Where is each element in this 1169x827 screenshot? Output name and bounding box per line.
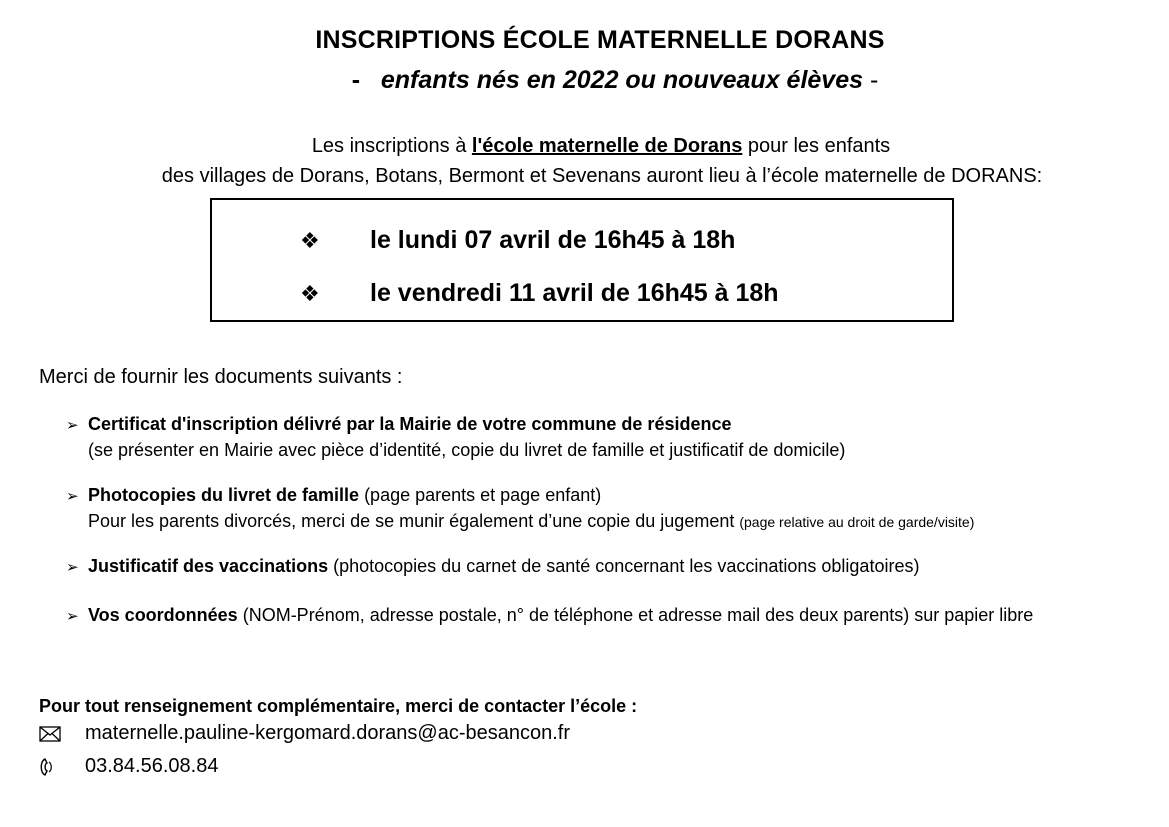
subtitle-dash-end: - xyxy=(869,66,879,94)
document-item xyxy=(66,483,974,534)
diamond-bullet-icon: ❖ xyxy=(300,227,320,253)
document-item-title: Justificatif des vaccinations xyxy=(88,556,329,576)
document-item-title: Photocopies du livret de famille xyxy=(88,485,360,505)
envelope-icon xyxy=(39,726,85,742)
intro-text-before: Les inscriptions à xyxy=(311,135,472,157)
arrow-bullet-icon: ➢ xyxy=(66,559,79,576)
document-item-detail: Pour les parents divorcés, merci de se munir également d’une copie du jugement xyxy=(88,511,740,531)
dates-box xyxy=(210,198,954,322)
document-item-title: Certificat d'inscription délivré par la Mairie de votre commune de résidence xyxy=(88,414,732,434)
document-item xyxy=(66,412,845,462)
intro-text-after: pour les enfants xyxy=(742,135,891,157)
contact-email[interactable]: maternelle.pauline-kergomard.dorans@ac-besancon.fr xyxy=(85,722,570,744)
diamond-bullet-icon: ❖ xyxy=(300,280,320,306)
arrow-bullet-icon: ➢ xyxy=(66,417,79,434)
subtitle-dash: - xyxy=(351,66,361,94)
arrow-bullet-icon: ➢ xyxy=(66,608,79,625)
page-title: INSCRIPTIONS ÉCOLE MATERNELLE DORANS xyxy=(315,26,885,54)
date-row xyxy=(300,279,779,308)
page-subtitle xyxy=(0,66,1169,95)
document-item-title: Vos coordonnées xyxy=(88,605,238,625)
documents-intro: Merci de fournir les documents suivants : xyxy=(39,366,403,388)
document-item-detail: (se présenter en Mairie avec pièce d’identité, copie du livret de famille et justificatif de domicile) xyxy=(88,440,846,460)
document-item-note: (NOM-Prénom, adresse postale, n° de téléphone et adresse mail des deux parents) sur papier libre xyxy=(237,605,1034,625)
contact-title: Pour tout renseignement complémentaire, merci de contacter l’école : xyxy=(39,696,638,716)
document-item xyxy=(66,554,919,580)
document-item-detail-small: (page relative au droit de garde/visite) xyxy=(739,514,975,530)
document-item-note: (photocopies du carnet de santé concernant les vaccinations obligatoires) xyxy=(328,556,920,576)
date-text: le vendredi 11 avril de 16h45 à 18h xyxy=(370,279,779,307)
contact-phone[interactable]: 03.84.56.08.84 xyxy=(85,755,219,777)
school-name-underlined: l'école maternelle de Dorans xyxy=(471,135,743,157)
document-item xyxy=(66,603,1033,629)
document-item-detail-line xyxy=(66,509,974,534)
date-text: le lundi 07 avril de 16h45 à 18h xyxy=(370,226,736,254)
contact-email-row xyxy=(39,722,570,745)
intro-line-1 xyxy=(0,135,1169,158)
phone-icon xyxy=(39,758,85,776)
document-item-note: (page parents et page enfant) xyxy=(359,485,602,505)
date-row xyxy=(300,226,735,255)
contact-phone-row xyxy=(39,755,218,778)
subtitle-text: enfants nés en 2022 ou nouveaux élèves xyxy=(380,66,864,94)
intro-line-2: des villages de Dorans, Botans, Bermont et Sevenans auront lieu à l’école maternelle de DORANS: xyxy=(161,165,1043,187)
arrow-bullet-icon: ➢ xyxy=(66,488,79,505)
